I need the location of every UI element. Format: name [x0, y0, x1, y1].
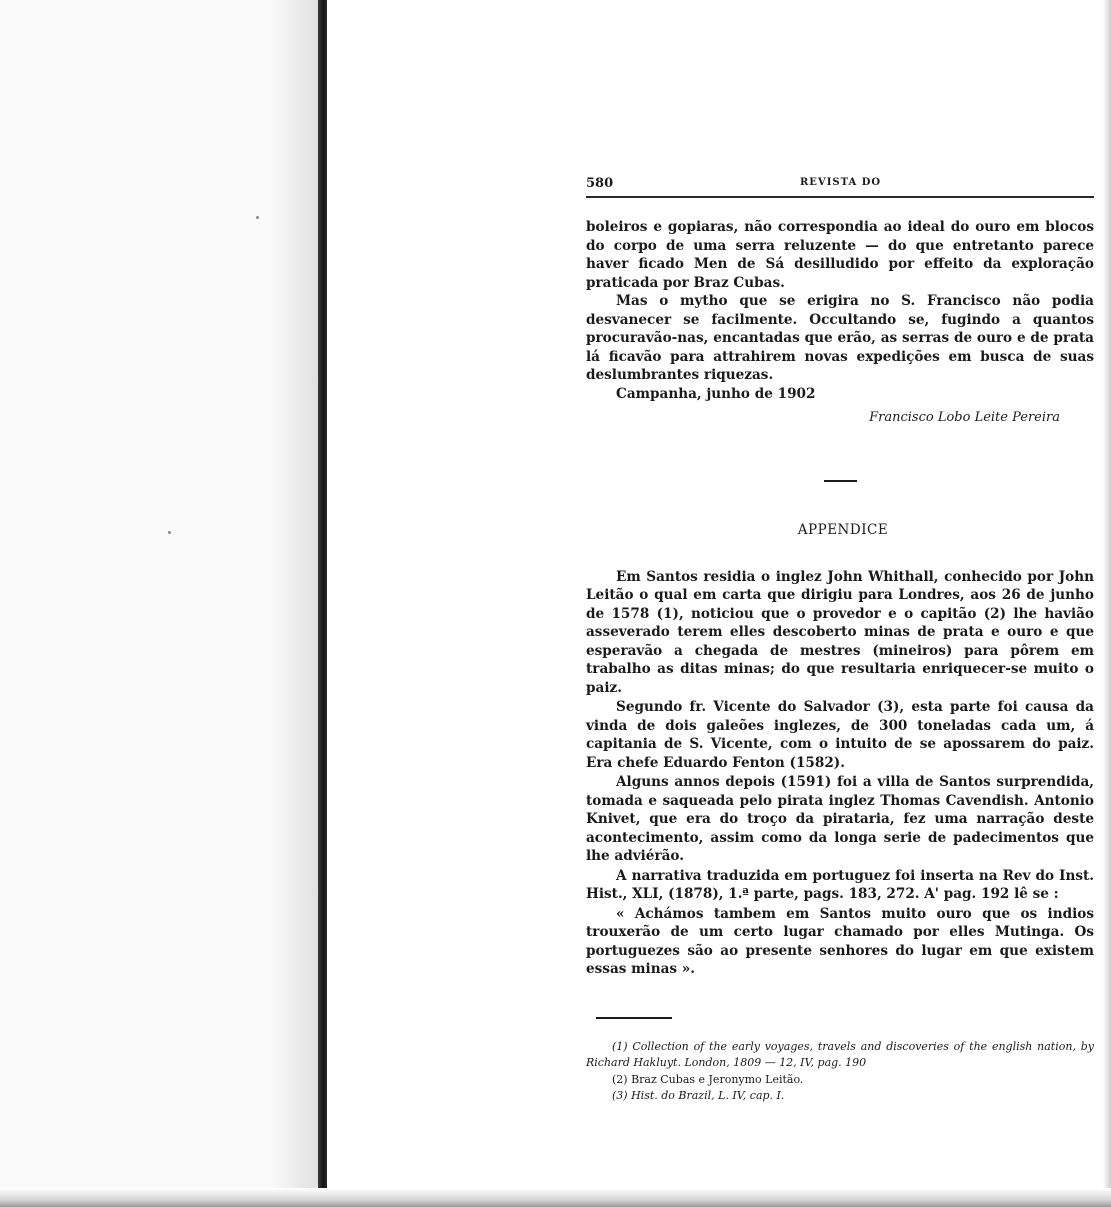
- footnotes: [586, 1039, 1094, 1105]
- place-date: Campanha, junho de 1902: [616, 385, 816, 402]
- running-head: [586, 176, 1094, 194]
- appendix-paragraph: Em Santos residia o inglez John Whithall, conhecido por John Leitão o qual em carta que dirigiu para Londres, aos 26 de junho de 1578 (1), noticiou que o provedor e o capitão (2) lhe havião asseverado terem elles descoberto minas de prata e ouro e que esperavão a chegada de mestres (mineiros) para pôrem em trabalho as ditas minas; do que resultaria enriquecer-se muito o paiz.: [586, 568, 1094, 696]
- scan-speck: [256, 216, 259, 219]
- footnote: (3) Hist. do Brazil, L. IV, cap. I.: [612, 1089, 785, 1102]
- header-rule: [586, 196, 1094, 198]
- scan-speck: [168, 531, 171, 534]
- appendix-paragraph: Segundo fr. Vicente do Salvador (3), esta parte foi causa da vinda de dois galeões inglezes, de 300 toneladas cada um, á capitania de S. Vicente, com o intuito de se apossarem do paiz. Era chefe Eduardo Fenton (1582).: [586, 699, 1094, 771]
- footnote: (1) Collection of the early voyages, travels and discoveries of the english nation, by Richard Hakluyt. London, 1809 — 12, IV, pag. 190: [586, 1039, 1094, 1069]
- page-bottom-edge: [0, 1188, 1111, 1207]
- page-number: 580: [586, 176, 614, 191]
- running-title: REVISTA DO: [800, 177, 882, 188]
- body-paragraph: Mas o mytho que se erigira no S. Francisco não podia desvanecer se facilmente. Occultando se, fugindo a quantos procuravão-nas, encantadas que erão, as serras de ouro e de prata lá ficavão para attrahirem novas expedições em busca de suas deslumbrantes riquezas.: [586, 293, 1094, 383]
- section-divider: [824, 480, 857, 482]
- footnote-rule: [596, 1017, 672, 1019]
- appendix-body: [586, 568, 1094, 979]
- book-spine: [318, 0, 327, 1207]
- body-paragraph: boleiros e gopiaras, não correspondia ao ideal do ouro em blocos do corpo de uma serra reluzente — do que entretanto parece haver ficado Men de Sá desilludido por effeito da exploração praticada por Braz Cubas.: [586, 219, 1094, 291]
- appendix-paragraph: Alguns annos depois (1591) foi a villa de Santos surprendida, tomada e saqueada pelo pirata inglez Thomas Cavendish. Antonio Knivet, que era do troço da pirataria, fez uma narração deste acontecimento, assim como da longa serie de padecimentos que lhe adviérão.: [586, 774, 1094, 864]
- author-signature: Francisco Lobo Leite Pereira: [869, 409, 1060, 425]
- appendix-paragraph: A narrativa traduzida em portuguez foi inserta na Rev do Inst. Hist., XLI, (1878), 1.ª parte, pags. 183, 272. A' pag. 192 lê se :: [586, 867, 1094, 902]
- page-right-edge: [1103, 0, 1111, 1207]
- book-page: [586, 176, 1094, 1105]
- appendix-heading: APPENDICE: [797, 521, 889, 538]
- article-body: [586, 218, 1094, 385]
- appendix-paragraph: « Achámos tambem em Santos muito ouro que os indios trouxerão de um certo lugar chamado por elles Mutinga. Os portuguezes são ao presente senhores do lugar em que existem essas minas ».: [586, 905, 1094, 977]
- gutter-shadow: [270, 0, 318, 1207]
- footnote: (2) Braz Cubas e Jeronymo Leitão.: [612, 1072, 804, 1086]
